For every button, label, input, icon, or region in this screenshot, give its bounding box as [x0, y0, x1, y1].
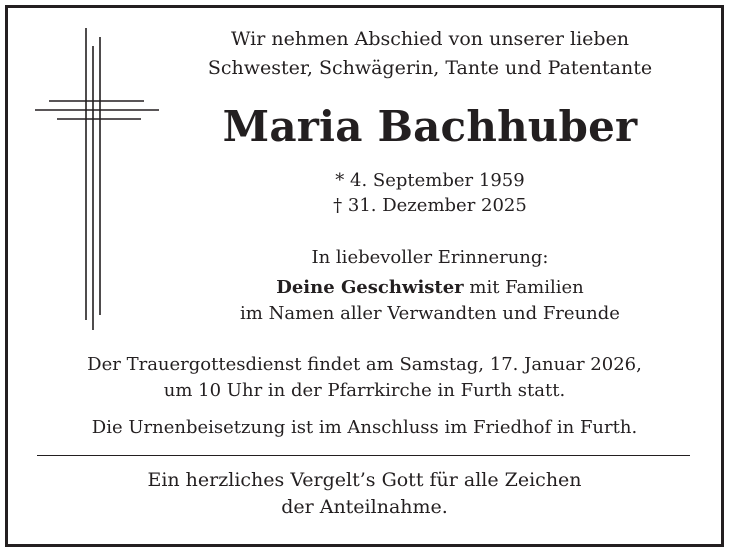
death-date: † 31. Dezember 2025	[333, 195, 527, 216]
intro-line-2: Schwester, Schwägerin, Tante und Patentante	[207, 57, 653, 79]
memory-heading: In liebevoller Erinnerung:	[311, 247, 549, 268]
mourners-rest: mit Familien	[463, 277, 584, 298]
thanks-line-1: Ein herzliches Vergelt’s Gott für alle Zeichen	[147, 469, 582, 491]
service-info	[20, 352, 709, 404]
service-line-2: um 10 Uhr in der Pfarrkirche in Furth statt.	[163, 380, 566, 401]
divider	[37, 455, 690, 456]
burial-info: Die Urnenbeisetzung ist im Anschluss im Friedhof in Furth.	[91, 417, 638, 438]
mourners-line-1	[170, 275, 690, 301]
thanks-line-2: der Anteilnahme.	[281, 496, 448, 518]
intro-line-1: Wir nehmen Abschied von unserer lieben	[230, 28, 630, 50]
mourners-bold: Deine Geschwister	[276, 277, 464, 298]
birth-date: * 4. September 1959	[335, 170, 525, 191]
mourners	[170, 275, 690, 327]
deceased-name: Maria Bachhuber	[222, 102, 638, 151]
service-line-1: Der Trauergottesdienst findet am Samstag, 17. Januar 2026,	[87, 354, 642, 375]
intro-text	[170, 25, 690, 83]
mourners-line-2: im Namen aller Verwandten und Freunde	[240, 303, 620, 324]
life-dates	[170, 168, 690, 218]
thanks-text	[20, 467, 709, 521]
